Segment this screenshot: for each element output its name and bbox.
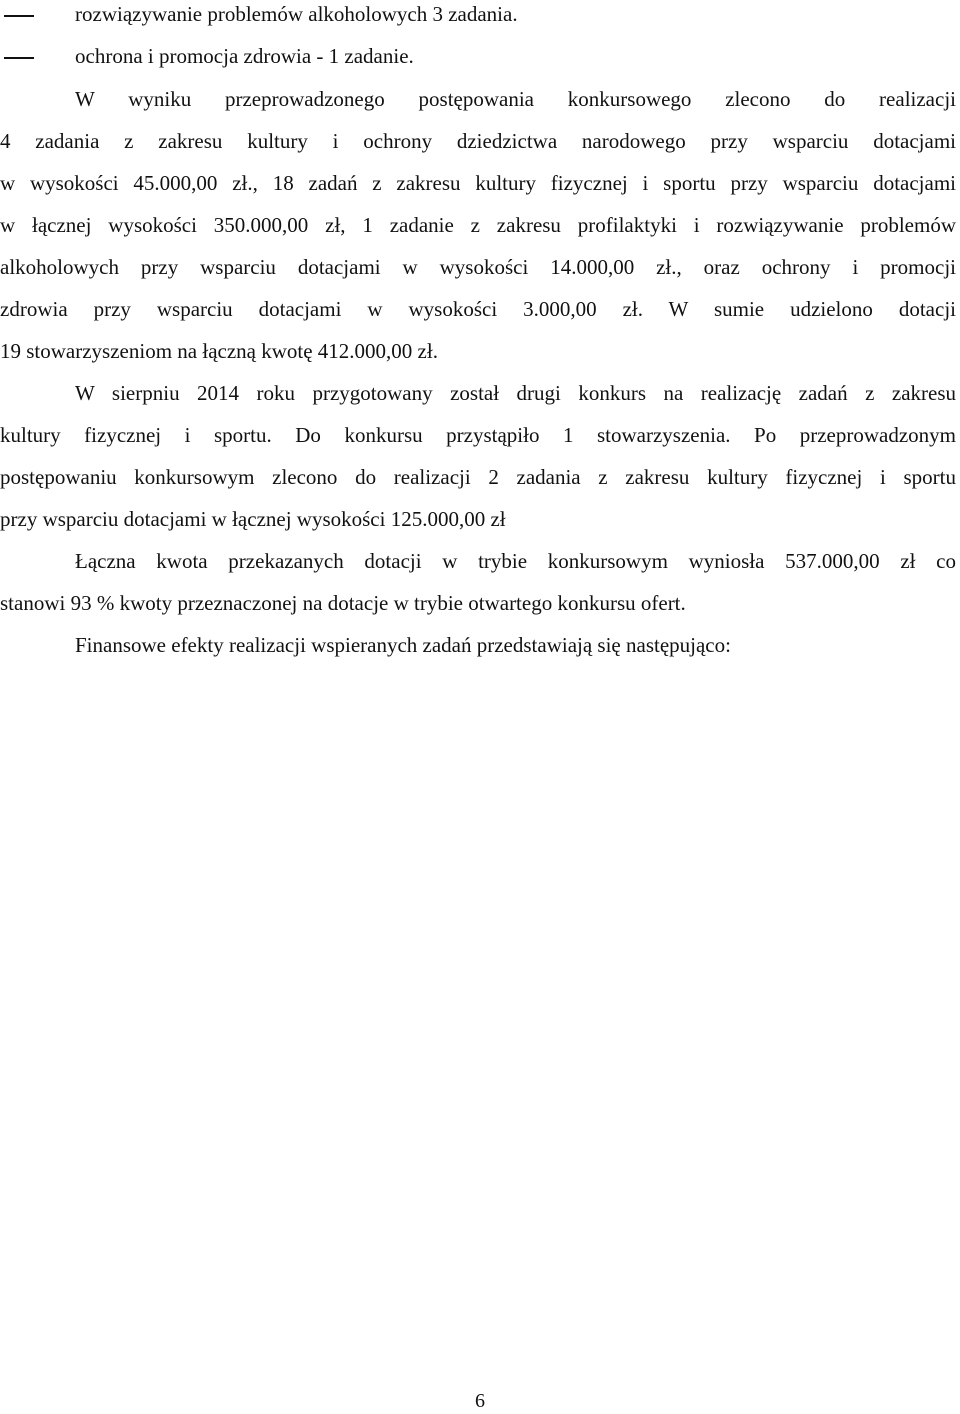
paragraph-line: postępowaniu konkursowym zlecono do realizacji 2 zadania z zakresu kultury fizycznej i sportu — [0, 465, 956, 489]
paragraph-line: alkoholowych przy wsparciu dotacjami w wysokości 14.000,00 zł., oraz ochrony i promocji — [0, 255, 956, 279]
page-number: 6 — [475, 1390, 485, 1412]
bullet-text: rozwiązywanie problemów alkoholowych 3 zadania. — [75, 2, 518, 26]
paragraph-line: 4 zadania z zakresu kultury i ochrony dziedzictwa narodowego przy wsparciu dotacjami — [0, 129, 956, 153]
paragraph-line: W sierpniu 2014 roku przygotowany został drugi konkurs na realizację zadań z zakresu — [75, 381, 956, 405]
paragraph-line: stanowi 93 % kwoty przeznaczonej na dotacje w trybie otwartego konkursu ofert. — [0, 591, 686, 615]
paragraph-line: przy wsparciu dotacjami w łącznej wysokości 125.000,00 zł — [0, 507, 506, 531]
paragraph-line: w łącznej wysokości 350.000,00 zł, 1 zadanie z zakresu profilaktyki i rozwiązywanie problemów — [0, 213, 956, 237]
paragraph-line: 19 stowarzyszeniom na łączną kwotę 412.000,00 zł. — [0, 339, 438, 363]
paragraph-line: Finansowe efekty realizacji wspieranych zadań przedstawiają się następująco: — [75, 633, 731, 657]
paragraph-line: zdrowia przy wsparciu dotacjami w wysokości 3.000,00 zł. W sumie udzielono dotacji — [0, 297, 956, 321]
paragraph-line: w wysokości 45.000,00 zł., 18 zadań z zakresu kultury fizycznej i sportu przy wsparciu dotacjami — [0, 171, 956, 195]
paragraph-line: W wyniku przeprowadzonego postępowania konkursowego zlecono do realizacji — [75, 87, 956, 111]
paragraph-line: Łączna kwota przekazanych dotacji w trybie konkursowym wyniosła 537.000,00 zł co — [75, 549, 956, 573]
dash-bullet-icon — [4, 41, 34, 71]
paragraph-line: kultury fizycznej i sportu. Do konkursu przystąpiło 1 stowarzyszenia. Po przeprowadzonym — [0, 423, 956, 447]
dash-bullet-icon — [4, 0, 34, 29]
bullet-text: ochrona i promocja zdrowia - 1 zadanie. — [75, 44, 414, 68]
